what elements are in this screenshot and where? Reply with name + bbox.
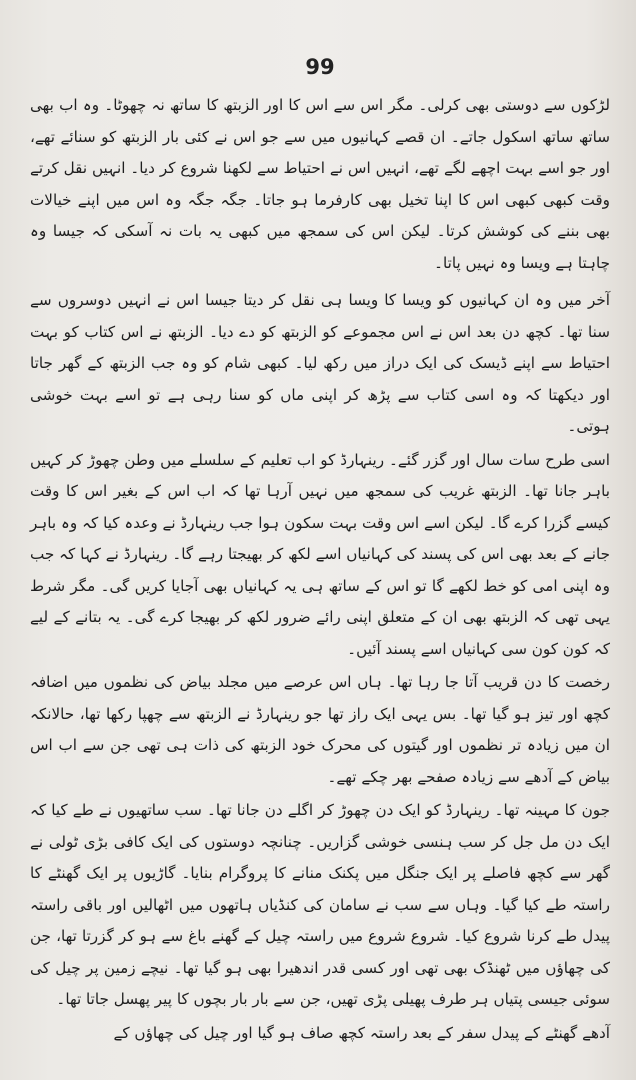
paragraph: آخر میں وہ ان کہانیوں کو ویسا کا ویسا ہی نقل کر دیتا جیسا اس نے انہیں دوسروں سے سنا تھا۔ کچھ دن بعد اس نے اس مجموعے کو الزبتھ کو دے دیا۔ الزبتھ نے اس کتاب کو بہت احتیاط سے اپنے ڈیسک کی ایک دراز میں رکھ لیا۔ کبھی شام کو وہ جب الزبتھ کے گھر جاتا اور دیکھتا کہ وہ اسی کتاب سے پڑھ کر اپنی ماں کو سنا رہی ہے تو اسے بہت خوشی ہوتی۔ (30, 291, 610, 435)
paragraph: لڑکوں سے دوستی بھی کرلی۔ مگر اس سے اس کا اور الزبتھ کا ساتھ نہ چھوٹا۔ وہ اب بھی ساتھ ساتھ اسکول جاتے۔ ان قصے کہانیوں میں سے جو اس نے کئی بار الزبتھ کو سنائے تھے، اور جو اسے بہت اچھے لگے تھے، انہیں اس نے احتیاط سے لکھنا شروع کر دیا۔ انہیں نقل کرتے وقت کبھی کبھی اس کا اپنا تخیل بھی کارفرما ہو جاتا۔ جگہ جگہ وہ اس میں اپنے خیالات بھی بننے کی کوشش کرتا۔ لیکن اس کی سمجھ میں کبھی یہ بات نہ آسکی کہ جیسا وہ چاہتا ہے ویسا وہ نہیں پاتا۔ (30, 96, 610, 272)
paragraph: اسی طرح سات سال اور گزر گئے۔ رینہارڈ کو اب تعلیم کے سلسلے میں وطن چھوڑ کر کہیں باہر جانا تھا۔ الزبتھ غریب کی سمجھ میں نہیں آرہا تھا کہ اب اس کے بغیر اس کا وقت کیسے گزرا کرے گا۔ لیکن اسے اس وقت بہت سکون ہوا جب رینہارڈ نے وعدہ کیا کہ وہ باہر جانے کے بعد بھی اس کی پسند کی کہانیاں اسے لکھ کر بھیجتا رہے گا۔ رینہارڈ نے کہا کہ جب وہ اپنی امی کو خط لکھے گا تو اس کے ساتھ ہی یہ کہانیاں بھی آجایا کریں گی۔ مگر شرط یہی تھی کہ الزبتھ بھی ان کے متعلق اپنی رائے ضرور لکھ کر بھیجا کرے گی۔ یہ بتانے کے لیے کہ کون کون سی کہانیاں اسے پسند آئیں۔ (30, 450, 610, 658)
paragraph: جون کا مہینہ تھا۔ رینہارڈ کو ایک دن چھوڑ کر اگلے دن جانا تھا۔ سب ساتھیوں نے طے کیا کہ ایک دن مل جل کر سب ہنسی خوشی گزاریں۔ چنانچہ دوستوں کی ایک کافی بڑی ٹولی نے گھر سے کچھ فاصلے پر ایک جنگل میں پکنک منانے کا پروگرام بنایا۔ گاڑیوں پر ایک گھنٹے کا راستہ طے کیا گیا۔ وہاں سے سب نے سامان کی کنڈیاں ہاتھوں میں اٹھالیں اور باقی راستہ پیدل طے کرنا شروع کیا۔ شروع شروع میں راستہ چیل کے گھنے باغ سے ہو کر گزرتا تھا، جن کی چھاؤں میں ٹھنڈک بھی تھی اور کسی قدر اندھیرا بھی ہو گیا تھا۔ نیچے زمین پر چیل کی سوئی جیسی پتیاں ہر طرف پھیلی پڑی تھیں، جن سے بار بار بچوں کا پیر پھسل جاتا تھا۔ (30, 801, 610, 1008)
page-number: 99 (305, 55, 335, 79)
paragraph: رخصت کا دن قریب آتا جا رہا تھا۔ ہاں اس عرصے میں مجلد بیاض کی نظموں میں اضافہ کچھ اور تیز ہو گیا تھا۔ بس یہی ایک راز تھا جو رینہارڈ نے الزبتھ سے چھپا رکھا تھا، حالانکہ ان میں زیادہ تر نظموں اور گیتوں کی محرک خود الزبتھ کی ذات ہی تھی جن سے اب اس بیاض کے آدھے سے زیادہ صفحے بھر چکے تھے۔ (30, 673, 610, 786)
paragraph: آدھے گھنٹے کے پیدل سفر کے بعد راستہ کچھ صاف ہو گیا اور چیل کی چھاؤں کے (113, 1023, 610, 1042)
page-body (30, 90, 610, 1049)
